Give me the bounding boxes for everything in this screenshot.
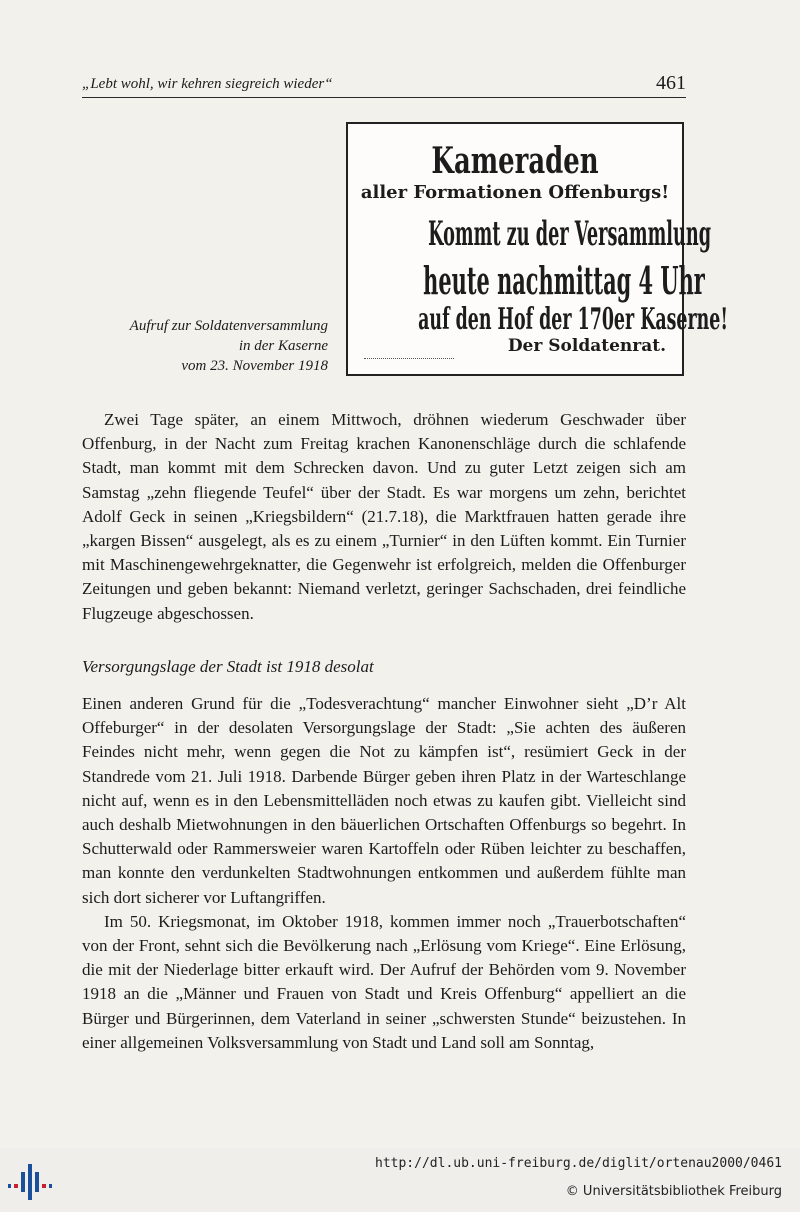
poster-line-5: auf den Hof der 170er Kaserne! — [418, 302, 729, 337]
copyright-notice: © Universitätsbibliothek Freiburg — [565, 1184, 782, 1199]
poster-line-3: Kommt zu der Versammlung — [428, 214, 712, 254]
caption-line-3: vom 23. November 1918 — [181, 358, 328, 374]
paragraph: Im 50. Kriegsmonat, im Oktober 1918, kommen immer noch „Trauerbotschaften“ von der Front, sehnt sich die Bevölkerung nach „Erlösung vom Kriege“. Eine Erlösung, die mit der Niederlage bitter erkauft wird. Der Aufruf der Behörden vom 9. November 1918 an die „Männer und Frauen von Stadt und Kreis Offenburg“ appelliert an die Bürger und Bürgerinnen, dem Vaterland in seiner „schwersten Stunde“ beizustehen. In einer allgemeinen Volksversammlung von Stadt und Land soll am Sonntag, — [82, 911, 686, 1052]
body-section-1 — [82, 408, 686, 626]
page-number: 461 — [656, 72, 686, 94]
section-heading: Versorgungslage der Stadt ist 1918 desolat — [82, 657, 374, 676]
paragraph: Einen anderen Grund für die „Todesverachtung“ mancher Einwohner sieht „D’r Alt Offeburger“ in der desolaten Versorgungslage der Stadt: „Sie achten des äußeren Feindes nicht mehr, wenn gegen die Not zu kämpfen ist“, resümiert Geck in der Standrede vom 21. Juli 1918. Darbende Bürger geben ihren Platz in der Warteschlange nicht auf, wenn es in den Lebensmittelläden noch etwas zu kaufen gibt. Vielleicht sind auch deshalb Mietwohnungen in den bäuerlichen Ortschaften Offenburgs so begehrt. In Schutterwald oder Rammersweier waren Kartoffeln oder Rüben leichter zu beschaffen, man konnte den verdunkelten Stadtwohnungen entkommen und außerdem fühlte man sich dort sicherer vor Luftangriffen. — [82, 694, 686, 907]
caption-line-1: Aufruf zur Soldatenversammlung — [129, 318, 328, 334]
caption-line-2: in der Kaserne — [238, 338, 328, 354]
ub-freiburg-logo-icon — [8, 1162, 52, 1202]
source-url-link[interactable]: http://dl.ub.uni-freiburg.de/diglit/ortenau2000/0461 — [375, 1156, 782, 1171]
poster-line-4: heute nachmittag 4 Uhr — [423, 258, 705, 303]
figure-caption — [82, 316, 328, 376]
poster-image — [346, 122, 729, 376]
footer-bar — [0, 1148, 800, 1212]
poster-line-1: Kameraden — [431, 140, 599, 182]
header-rule — [82, 97, 686, 98]
poster-imprint — [364, 358, 454, 363]
running-title: „Lebt wohl, wir kehren siegreich wieder“ — [82, 76, 333, 92]
poster-signature: Der Soldatenrat. — [507, 336, 666, 356]
poster-line-2: aller Formationen Offenburgs! — [360, 182, 670, 203]
paragraph: Zwei Tage später, an einem Mittwoch, dröhnen wiederum Geschwader über Offenburg, in der Nacht zum Freitag krachen Kanonenschläge durch die schlafende Stadt, man kommt mit dem Schrecken davon. Und zu guter Letzt zeigen sich am Samstag „zehn fliegende Teufel“ über der Stadt. Es war morgens um zehn, berichtet Adolf Geck in seinen „Kriegsbildern“ (21.7.18), die Marktfrauen hatten gerade ihre „kargen Bissen“ ausgelegt, als es zu einem „Turnier“ in den Lüften kommt. Ein Turnier mit Maschinengewehrgeknatter, die Gegenwehr ist erfolgreich, melden die Offenburger Zeitungen und geben bekannt: Niemand verletzt, geringer Sachschaden, drei feindliche Flugzeuge abgeschossen. — [82, 410, 686, 623]
body-section-2 — [82, 692, 686, 1055]
